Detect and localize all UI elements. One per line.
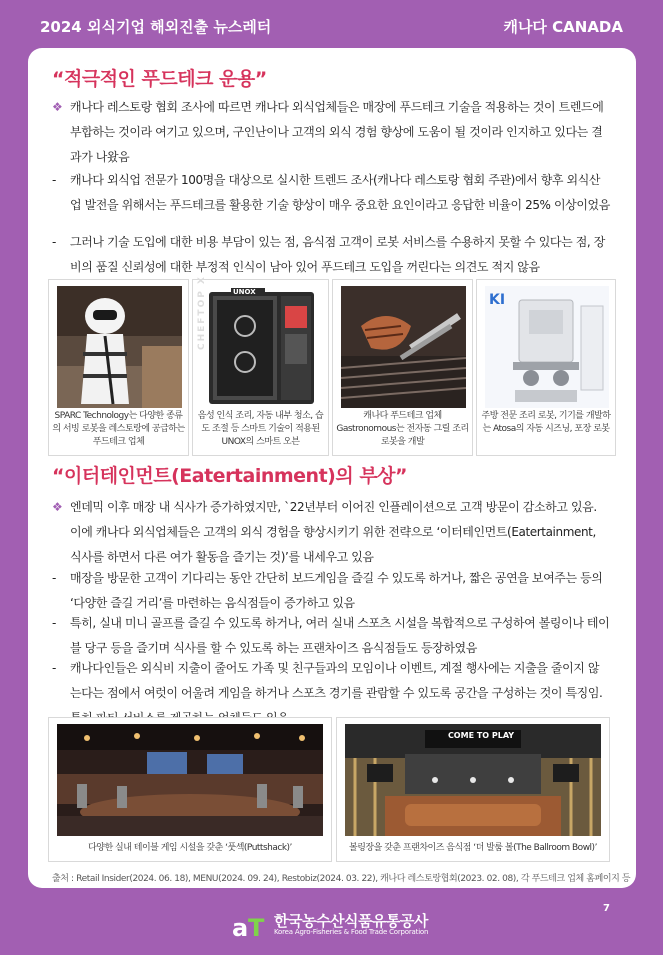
photo-caption: 다양한 실내 테이블 게임 시설을 갖춘 ‘풋섹(Puttshack)’ (88, 843, 292, 853)
photo-caption: SPARC Technology는 다양한 종류의 서빙 로봇을 레스토랑에 공급하는 푸드테크 업체 (52, 411, 185, 447)
diamond-bullet-icon: ❖ (52, 100, 63, 114)
section1-paragraph-1 (52, 95, 610, 170)
paragraph-text: 그러나 기술 도입에 대한 비용 부담이 있는 점, 음식점 고객이 로봇 서비스를 수용하지 못할 수 있다는 점, 장비의 품질 신뢰성에 대한 부정적 인식이 남아 있어 푸드테크 도입을 꺼린다는 의견도 적지 않음 (70, 235, 605, 274)
paragraph-text: 특히, 실내 미니 골프를 즐길 수 있도록 하거나, 여러 실내 스포츠 시설을 복합적으로 구성하여 볼링이나 테이블 당구 등을 즐기며 식사를 할 수 있도록 하는 프랜차이즈 음식점들도 등장하였음 (70, 616, 610, 655)
header-series-title: 2024 외식기업 해외진출 뉴스레터 (40, 18, 272, 36)
section1-paragraph-3 (52, 230, 610, 280)
photo-card-grill-robot (332, 279, 473, 456)
section2-paragraph-2 (52, 566, 610, 616)
paragraph-text: 매장을 방문한 고객이 기다리는 동안 간단히 보드게임을 즐길 수 있도록 하거나, 짧은 공연을 보여주는 등의 ‘다양한 즐길 거리’를 마련하는 음식점들이 증가하고 있음 (70, 571, 603, 610)
logo-korean-name: 한국농수산식품유통공사 (274, 912, 428, 930)
dash-bullet: - (52, 173, 56, 187)
photo-card-serving-robot (48, 279, 189, 456)
paragraph-text: 엔데믹 이후 매장 내 식사가 증가하였지만, `22년부터 이어진 인플레이션으로 고객 방문이 감소하고 있음. 이에 캐나다 외식업체들은 고객의 외식 경험을 향상시키기 위한 전략으로 ‘이터테인먼트(Eatertainment, 식사를 하면서 다른 여가 활동을 즐기는 것)’를 내세우고 있음 (70, 500, 597, 564)
section1-title: “적극적인 푸드테크 운용” (52, 68, 267, 90)
paragraph-text: 캐나다인들은 외식비 지출이 줄어도 가족 및 친구들과의 모임이나 이벤트, 계절 행사에는 지출을 줄이지 않는다는 점에서 여럿이 어울려 게임을 하거나 스포츠 경기를 관람할 수 있도록 공간을 구성하는 것이 특징임. (70, 661, 603, 700)
svg-text:a: a (232, 914, 249, 940)
svg-text:T: T (248, 914, 265, 940)
photo-caption: 주방 전문 조리 로봇, 기기를 개발하는 Atosa의 자동 시즈닝, 포장 로봇 (481, 411, 611, 434)
smart-oven-image (201, 286, 322, 408)
source-citation: 출처 : Retail Insider(2024. 06. 18), MENU(2024. 09. 24), Restobiz(2024. 03. 22), 캐나다 레스토랑협회(2023. 02. 08), 각 푸드테크 업체 홈페이지 등 (52, 874, 631, 884)
section2-title: “이터테인먼트(Eatertainment)의 부상” (52, 465, 408, 487)
ki-brand-logo: KI (489, 292, 506, 308)
ballroom-bowl-image (345, 724, 601, 836)
footer-logo (232, 910, 432, 942)
unox-brand-label: UNOX (233, 288, 256, 296)
dash-bullet: - (52, 616, 56, 630)
photo-card-puttshack (48, 717, 332, 862)
dash-bullet: - (52, 235, 56, 249)
header-country-title: 캐나다 CANADA (503, 18, 623, 36)
cheftop-vertical-label: CHEFTOP X (197, 275, 207, 350)
section1-paragraph-2 (52, 168, 610, 218)
dash-bullet: - (52, 571, 56, 585)
at-logo-icon (232, 912, 270, 940)
paragraph-text: 캐나다 외식업 전문가 100명을 대상으로 실시한 트렌드 조사(캐나다 레스토랑 협회 주관)에서 향후 외식산업 발전을 위해서는 푸드테크를 활용한 기술 향상이 매우 중요한 요인이라고 응답한 비율이 25% 이상이었음 (70, 173, 610, 212)
dash-bullet: - (52, 661, 56, 675)
page-number: 7 (603, 903, 610, 914)
photo-card-smart-oven (192, 275, 329, 456)
diamond-bullet-icon: ❖ (52, 500, 63, 514)
puttshack-interior-image (57, 724, 323, 836)
photo-card-seasoning-robot (476, 279, 616, 456)
section2-paragraph-3 (52, 611, 610, 661)
serving-robot-image (57, 286, 182, 408)
paragraph-text: 캐나다 레스토랑 협회 조사에 따르면 캐나다 외식업체들은 매장에 푸드테크 기술을 적용하는 것이 트렌드에 부합하는 것이라 여기고 있으며, 구인난이나 고객의 외식 경험 향상에 도움이 될 것이라 인지하고 있다는 결과가 나왔음 (70, 100, 604, 164)
photo-caption: 음성 인식 조리, 자동 내부 청소, 습도 조절 등 스마트 기술이 적용된 UNOX의 스마트 오븐 (197, 411, 324, 447)
photo-caption: 캐나다 푸드테크 업체 Gastronomous는 전자동 그릴 조리 로봇을 개발 (336, 411, 469, 447)
logo-english-name: Korea Agro-Fisheries & Food Trade Corporation (274, 928, 429, 936)
come-to-play-sign: COME TO PLAY (447, 731, 515, 740)
photo-caption: 볼링장을 갖춘 프랜차이즈 음식점 ‘더 발룸 볼(The Ballroom Bowl)’ (349, 843, 597, 853)
photo-card-ballroom-bowl (336, 717, 610, 862)
grill-robot-image (341, 286, 466, 408)
section2-paragraph-1 (52, 495, 610, 570)
